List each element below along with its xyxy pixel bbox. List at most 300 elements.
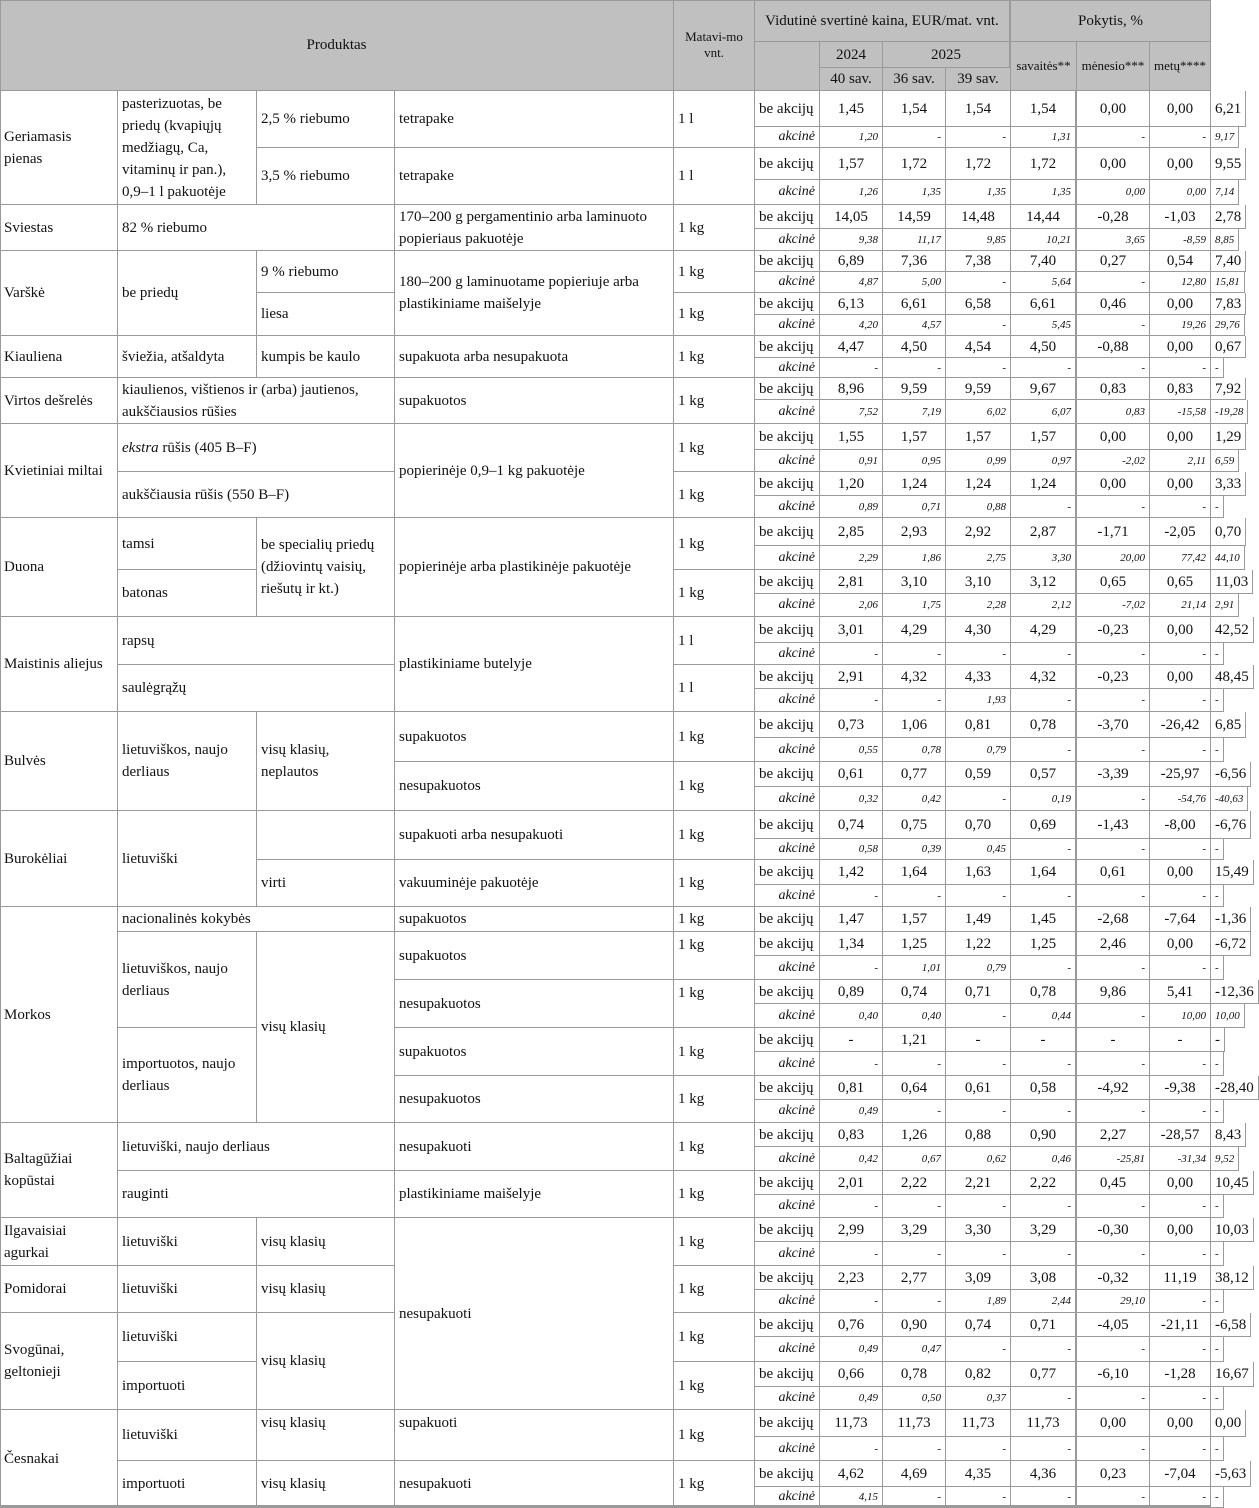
price-cell: 0,00 [1077,472,1150,496]
promo-price-cell: - [1077,358,1150,378]
promo-price-cell: 77,42 [1150,546,1211,570]
product-name: Maistinis aliejus [0,617,118,712]
price-cell: 0,78 [1011,980,1077,1004]
label-akcine: akcinė [755,839,820,860]
label-akcine: akcinė [755,689,820,712]
promo-price-cell: 1,35 [883,180,946,205]
label-be-akciju: be akcijų [755,617,820,643]
product-variant: lietuviški [118,1218,257,1266]
product-name: Morkos [0,907,118,1123]
promo-price-cell: 10,21 [1011,229,1077,251]
unit-cell: 1 kg [674,860,755,907]
price-cell: 1,57 [883,907,946,932]
promo-price-cell: - [1077,839,1150,860]
packaging: supakuotos [395,1028,674,1076]
price-cell: 8,43 [1211,1123,1246,1147]
unit-cell: 1 l [674,148,755,205]
price-cell: 2,46 [1077,932,1150,956]
price-cell: 4,47 [820,336,883,358]
promo-price-cell: 2,91 [1211,594,1239,617]
price-cell: 2,78 [1211,205,1246,229]
price-cell: -3,70 [1077,712,1150,738]
price-cell: - [820,1028,883,1052]
unit-cell: 1 kg [674,712,755,762]
product-spec: pasterizuotas, be priedų (kvapiųjų medžiagų, Ca, vitaminų ir pan.), 0,9–1 l pakuotėje [118,91,257,205]
label-be-akciju: be akcijų [755,1461,820,1487]
price-cell: 1,54 [883,91,946,127]
promo-price-cell: 0,42 [820,1147,883,1171]
price-cell: -0,23 [1077,665,1150,689]
price-cell: 0,65 [1150,570,1211,594]
price-cell: 0,77 [883,762,946,787]
promo-price-cell: 2,29 [820,546,883,570]
price-cell: 1,57 [883,424,946,450]
promo-price-cell: 0,91 [820,450,883,472]
price-cell: 1,72 [946,148,1011,180]
label-akcine: akcinė [755,1052,820,1076]
promo-price-cell: 1,86 [883,546,946,570]
unit-cell: 1 kg [674,424,755,472]
promo-price-cell: - [946,1100,1011,1123]
promo-price-cell: 4,20 [820,315,883,336]
promo-price-cell: 0,32 [820,787,883,811]
price-cell: 0,58 [1011,1076,1077,1100]
price-cell: 0,00 [1077,148,1150,180]
price-cell: - [1077,1028,1150,1052]
product-variant: kumpis be kaulo [257,336,395,378]
price-cell: 9,59 [883,378,946,400]
promo-price-cell: 7,19 [883,400,946,424]
promo-price-cell: - [946,787,1011,811]
price-cell: 0,71 [1011,1313,1077,1337]
label-akcine: akcinė [755,643,820,665]
header-pokytis: Pokytis, % [1011,0,1211,42]
price-cell: -6,56 [1211,762,1251,787]
unit-cell: 1 kg [674,1171,755,1218]
promo-price-cell: - [820,1052,883,1076]
unit-cell: 1 kg [674,251,755,293]
label-be-akciju: be akcijų [755,907,820,932]
promo-price-cell: 1,35 [946,180,1011,205]
unit-cell: 1 kg [674,1266,755,1313]
promo-price-cell: 21,14 [1150,594,1211,617]
promo-price-cell: - [1211,1487,1224,1508]
unit-cell: 1 kg [674,980,755,1028]
price-cell: 4,32 [1011,665,1077,689]
price-cell: 2,81 [820,570,883,594]
product-variant: rauginti [118,1171,395,1218]
label-be-akciju: be akcijų [755,1171,820,1195]
product-spec: 82 % riebumo [118,205,395,251]
promo-price-cell: 29,10 [1077,1290,1150,1313]
price-cell: 0,74 [883,980,946,1004]
price-cell: 0,61 [946,1076,1011,1100]
promo-price-cell: -40,63 [1211,787,1248,811]
price-cell: 0,64 [883,1076,946,1100]
promo-price-cell: 11,17 [883,229,946,251]
price-cell: 0,74 [946,1313,1011,1337]
promo-price-cell: - [1150,956,1211,980]
packaging: tetrapake [395,91,674,148]
promo-price-cell: - [883,358,946,378]
price-cell: 2,22 [1011,1171,1077,1195]
price-cell: 9,55 [1211,148,1246,180]
promo-price-cell: - [1150,689,1211,712]
price-cell: 0,59 [946,762,1011,787]
price-cell: -6,58 [1211,1313,1251,1337]
promo-price-cell: 1,93 [946,689,1011,712]
price-cell: 3,12 [1011,570,1077,594]
promo-price-cell: - [946,127,1011,148]
price-cell: -28,40 [1211,1076,1259,1100]
label-akcine: akcinė [755,1337,820,1362]
promo-price-cell: - [883,1242,946,1266]
promo-price-cell: - [1211,643,1224,665]
promo-price-cell: 0,42 [883,787,946,811]
promo-price-cell: - [1150,1337,1211,1362]
promo-price-cell: 19,26 [1150,315,1211,336]
price-cell: 0,82 [946,1362,1011,1387]
price-cell: 3,08 [1011,1266,1077,1290]
promo-price-cell: 0,88 [946,496,1011,518]
price-cell: 4,33 [946,665,1011,689]
price-cell: -0,32 [1077,1266,1150,1290]
packaging: 170–200 g pergamentinio arba laminuoto popieriaus pakuotėje [395,205,674,251]
price-cell: 0,89 [820,980,883,1004]
product-name: Česnakai [0,1410,118,1508]
promo-price-cell: - [1211,1290,1224,1313]
promo-price-cell: 0,83 [1077,400,1150,424]
promo-price-cell: 29,76 [1211,315,1245,336]
label-be-akciju: be akcijų [755,665,820,689]
product-variant: lietuviški, naujo derliaus [118,1123,395,1171]
unit-cell: 1 kg [674,472,755,518]
unit-cell: 1 kg [674,1461,755,1508]
promo-price-cell: -2,02 [1077,450,1150,472]
promo-price-cell: 0,00 [1150,180,1211,205]
unit-cell: 1 l [674,617,755,665]
packaging: 180–200 g laminuotame popieriuje arba plastikiniame maišelyje [395,251,674,336]
promo-price-cell: - [1011,1242,1077,1266]
unit-cell: 1 kg [674,1076,755,1123]
price-cell: 2,77 [883,1266,946,1290]
label-akcine: akcinė [755,272,820,293]
price-cell: 6,58 [946,293,1011,315]
promo-price-cell: - [1150,358,1211,378]
price-cell: 0,00 [1150,932,1211,956]
label-be-akciju: be akcijų [755,1410,820,1437]
price-cell: -2,68 [1077,907,1150,932]
price-cell: 0,00 [1150,424,1211,450]
price-cell: -4,05 [1077,1313,1150,1337]
label-be-akciju: be akcijų [755,1266,820,1290]
price-cell: 0,00 [1077,424,1150,450]
price-cell: 1,57 [820,148,883,180]
product-name: Ilgavaisiai agurkai [0,1218,118,1266]
promo-price-cell: 0,95 [883,450,946,472]
price-cell: 0,74 [820,811,883,839]
price-cell: 7,83 [1211,293,1246,315]
label-be-akciju: be akcijų [755,1218,820,1242]
header-week: 40 sav. [820,68,883,91]
promo-price-cell: 0,58 [820,839,883,860]
label-be-akciju: be akcijų [755,336,820,358]
product-spec: visų klasių [257,1266,395,1313]
promo-price-cell: 2,44 [1011,1290,1077,1313]
header-week: 36 sav. [883,68,946,91]
unit-cell: 1 l [674,665,755,712]
promo-price-cell: - [1077,956,1150,980]
price-cell: 2,85 [820,518,883,546]
product-name: Virtos dešrelės [0,378,118,424]
label-be-akciju: be akcijų [755,424,820,450]
product-variant: tamsi [118,518,257,570]
label-be-akciju: be akcijų [755,1313,820,1337]
unit-cell: 1 kg [674,762,755,811]
price-cell: 1,64 [883,860,946,885]
price-cell: 1,42 [820,860,883,885]
label-akcine: akcinė [755,546,820,570]
product-spec: šviežia, atšaldyta [118,336,257,378]
unit-cell: 1 l [674,91,755,148]
promo-price-cell: - [1211,689,1224,712]
price-cell: -28,57 [1150,1123,1211,1147]
price-cell: 4,54 [946,336,1011,358]
promo-price-cell: 1,26 [820,180,883,205]
label-akcine: akcinė [755,450,820,472]
price-cell: 2,23 [820,1266,883,1290]
product-name: Bulvės [0,712,118,811]
price-cell: -0,23 [1077,617,1150,643]
price-cell: 1,47 [820,907,883,932]
product-variant [257,811,395,860]
promo-price-cell: - [1011,1337,1077,1362]
product-variant: lietuviški [118,1313,257,1362]
price-cell: 2,87 [1011,518,1077,546]
promo-price-cell: 0,00 [1077,180,1150,205]
price-cell: 6,85 [1211,712,1246,738]
promo-price-cell: - [1011,1387,1077,1410]
promo-price-cell: - [1150,1437,1211,1461]
promo-price-cell: 0,47 [883,1337,946,1362]
price-cell: -8,00 [1150,811,1211,839]
promo-price-cell: - [883,1487,946,1508]
promo-price-cell: 4,15 [820,1487,883,1508]
price-cell: 0,65 [1077,570,1150,594]
price-cell: 1,26 [883,1123,946,1147]
product-spec: kiaulienos, vištienos ir (arba) jautienos, aukščiausios rūšies [118,378,395,424]
promo-price-cell: 0,45 [946,839,1011,860]
price-cell: 0,00 [1150,336,1211,358]
price-cell: 0,00 [1150,148,1211,180]
promo-price-cell: 2,75 [946,546,1011,570]
price-cell: 9,67 [1011,378,1077,400]
price-cell: 11,73 [946,1410,1011,1437]
promo-price-cell: - [946,1052,1011,1076]
price-cell: 0,54 [1150,251,1211,272]
promo-price-cell: 4,57 [883,315,946,336]
header-change: metų**** [1150,42,1211,91]
price-cell: 1,55 [820,424,883,450]
label-be-akciju: be akcijų [755,91,820,127]
promo-price-cell: - [1011,1100,1077,1123]
product-name: Duona [0,518,118,617]
price-cell: -6,72 [1211,932,1251,956]
promo-price-cell: 2,28 [946,594,1011,617]
promo-price-cell: - [946,885,1011,907]
price-cell: 1,24 [946,472,1011,496]
promo-price-cell: - [1150,1242,1211,1266]
price-cell: 0,00 [1150,293,1211,315]
label-akcine: akcinė [755,315,820,336]
price-cell: 38,12 [1211,1266,1254,1290]
product-variant: lietuviški [118,1410,257,1461]
product-variant: 2,5 % riebumo [257,91,395,148]
price-cell: 4,30 [946,617,1011,643]
label-be-akciju: be akcijų [755,980,820,1004]
product-spec: lietuviškos, naujo derliaus [118,712,257,811]
label-akcine: akcinė [755,1100,820,1123]
promo-price-cell: 0,46 [1011,1147,1077,1171]
promo-price-cell: - [1211,1100,1224,1123]
price-cell: 14,48 [946,205,1011,229]
price-cell: 6,89 [820,251,883,272]
price-cell: - [1011,1028,1077,1052]
promo-price-cell: 0,40 [820,1004,883,1028]
promo-price-cell: - [1150,1487,1211,1508]
product-spec: be specialių priedų (džiovintų vaisių, riešutų ir kt.) [257,518,395,617]
price-cell: -0,30 [1077,1218,1150,1242]
product-name: Burokėliai [0,811,118,907]
price-cell: 0,70 [1211,518,1246,546]
promo-price-cell: - [1077,1100,1150,1123]
price-cell: 4,29 [1011,617,1077,643]
product-spec: visų klasių [257,1410,395,1461]
unit-cell: 1 kg [674,570,755,617]
label-akcine: akcinė [755,127,820,148]
promo-price-cell: - [1211,885,1224,907]
promo-price-cell: 1,01 [883,956,946,980]
product-variant: importuoti [118,1362,257,1410]
promo-price-cell: -19,28 [1211,400,1248,424]
label-akcine: akcinė [755,1147,820,1171]
label-akcine: akcinė [755,496,820,518]
price-cell: 6,13 [820,293,883,315]
price-cell: 4,69 [883,1461,946,1487]
price-cell: -7,64 [1150,907,1211,932]
promo-price-cell: - [883,689,946,712]
promo-price-cell: - [1211,956,1224,980]
promo-price-cell: - [1077,787,1150,811]
price-cell: 1,45 [1011,907,1077,932]
promo-price-cell: - [883,643,946,665]
promo-price-cell: - [1211,839,1224,860]
promo-price-cell: - [1077,1052,1150,1076]
price-cell: 10,45 [1211,1171,1254,1195]
price-cell: 1,34 [820,932,883,956]
promo-price-cell: - [1011,643,1077,665]
promo-price-cell: - [820,358,883,378]
price-cell: 0,00 [1150,617,1211,643]
price-cell: 2,91 [820,665,883,689]
promo-price-cell: -15,58 [1150,400,1211,424]
promo-price-cell: - [1150,496,1211,518]
promo-price-cell: 0,79 [946,956,1011,980]
promo-price-cell: - [1150,1387,1211,1410]
price-cell: 8,96 [820,378,883,400]
promo-price-cell: 0,67 [883,1147,946,1171]
price-cell: -0,28 [1077,205,1150,229]
label-akcine: akcinė [755,956,820,980]
promo-price-cell: 0,50 [883,1387,946,1410]
promo-price-cell: - [820,956,883,980]
price-cell: 1,21 [883,1028,946,1052]
packaging: supakuotos [395,907,674,932]
label-be-akciju: be akcijų [755,148,820,180]
promo-price-cell: - [1011,738,1077,762]
price-cell: 0,83 [1077,378,1150,400]
price-cell: 0,00 [1077,91,1150,127]
promo-price-cell: 0,44 [1011,1004,1077,1028]
promo-price-cell: - [1150,738,1211,762]
promo-price-cell: 0,19 [1011,787,1077,811]
promo-price-cell: - [883,1290,946,1313]
label-be-akciju: be akcijų [755,860,820,885]
price-cell: 0,61 [1077,860,1150,885]
product-name: Svogūnai, geltonieji [0,1313,118,1410]
promo-price-cell: - [1011,496,1077,518]
packaging: nesupakuoti [395,1461,674,1508]
price-cell: 4,32 [883,665,946,689]
promo-price-cell: - [1077,496,1150,518]
product-variant: batonas [118,570,257,617]
promo-price-cell: 5,64 [1011,272,1077,293]
promo-price-cell: -54,76 [1150,787,1211,811]
price-cell: 4,36 [1011,1461,1077,1487]
promo-price-cell: - [1150,643,1211,665]
label-akcine: akcinė [755,1242,820,1266]
header-matavimo: Matavi-mo vnt. [674,0,755,91]
header-produktas: Produktas [0,0,674,91]
label-akcine: akcinė [755,1487,820,1508]
price-cell: 14,44 [1011,205,1077,229]
promo-price-cell: - [883,1052,946,1076]
price-cell: 1,25 [883,932,946,956]
promo-price-cell: 2,12 [1011,594,1077,617]
price-cell: 16,67 [1211,1362,1254,1387]
promo-price-cell: - [1150,1052,1211,1076]
price-cell: 0,00 [1150,1410,1211,1437]
price-cell: 15,49 [1211,860,1254,885]
price-cell: 6,21 [1211,91,1246,127]
promo-price-cell: - [1011,1437,1077,1461]
unit-cell: 1 kg [674,907,755,932]
product-variant: lietuviški [118,1266,257,1313]
product-variant: lietuviškos, naujo derliaus [118,932,257,1028]
price-cell: 0,77 [1011,1362,1077,1387]
price-cell: 3,29 [883,1218,946,1242]
promo-price-cell: - [883,127,946,148]
product-variant: 9 % riebumo [257,251,395,293]
price-cell: 1,20 [820,472,883,496]
promo-price-cell: - [820,643,883,665]
promo-price-cell: - [946,1242,1011,1266]
price-cell: 0,83 [1150,378,1211,400]
packaging: vakuuminėje pakuotėje [395,860,674,907]
price-cell: 11,73 [820,1410,883,1437]
price-cell: -9,38 [1150,1076,1211,1100]
price-cell: -6,10 [1077,1362,1150,1387]
